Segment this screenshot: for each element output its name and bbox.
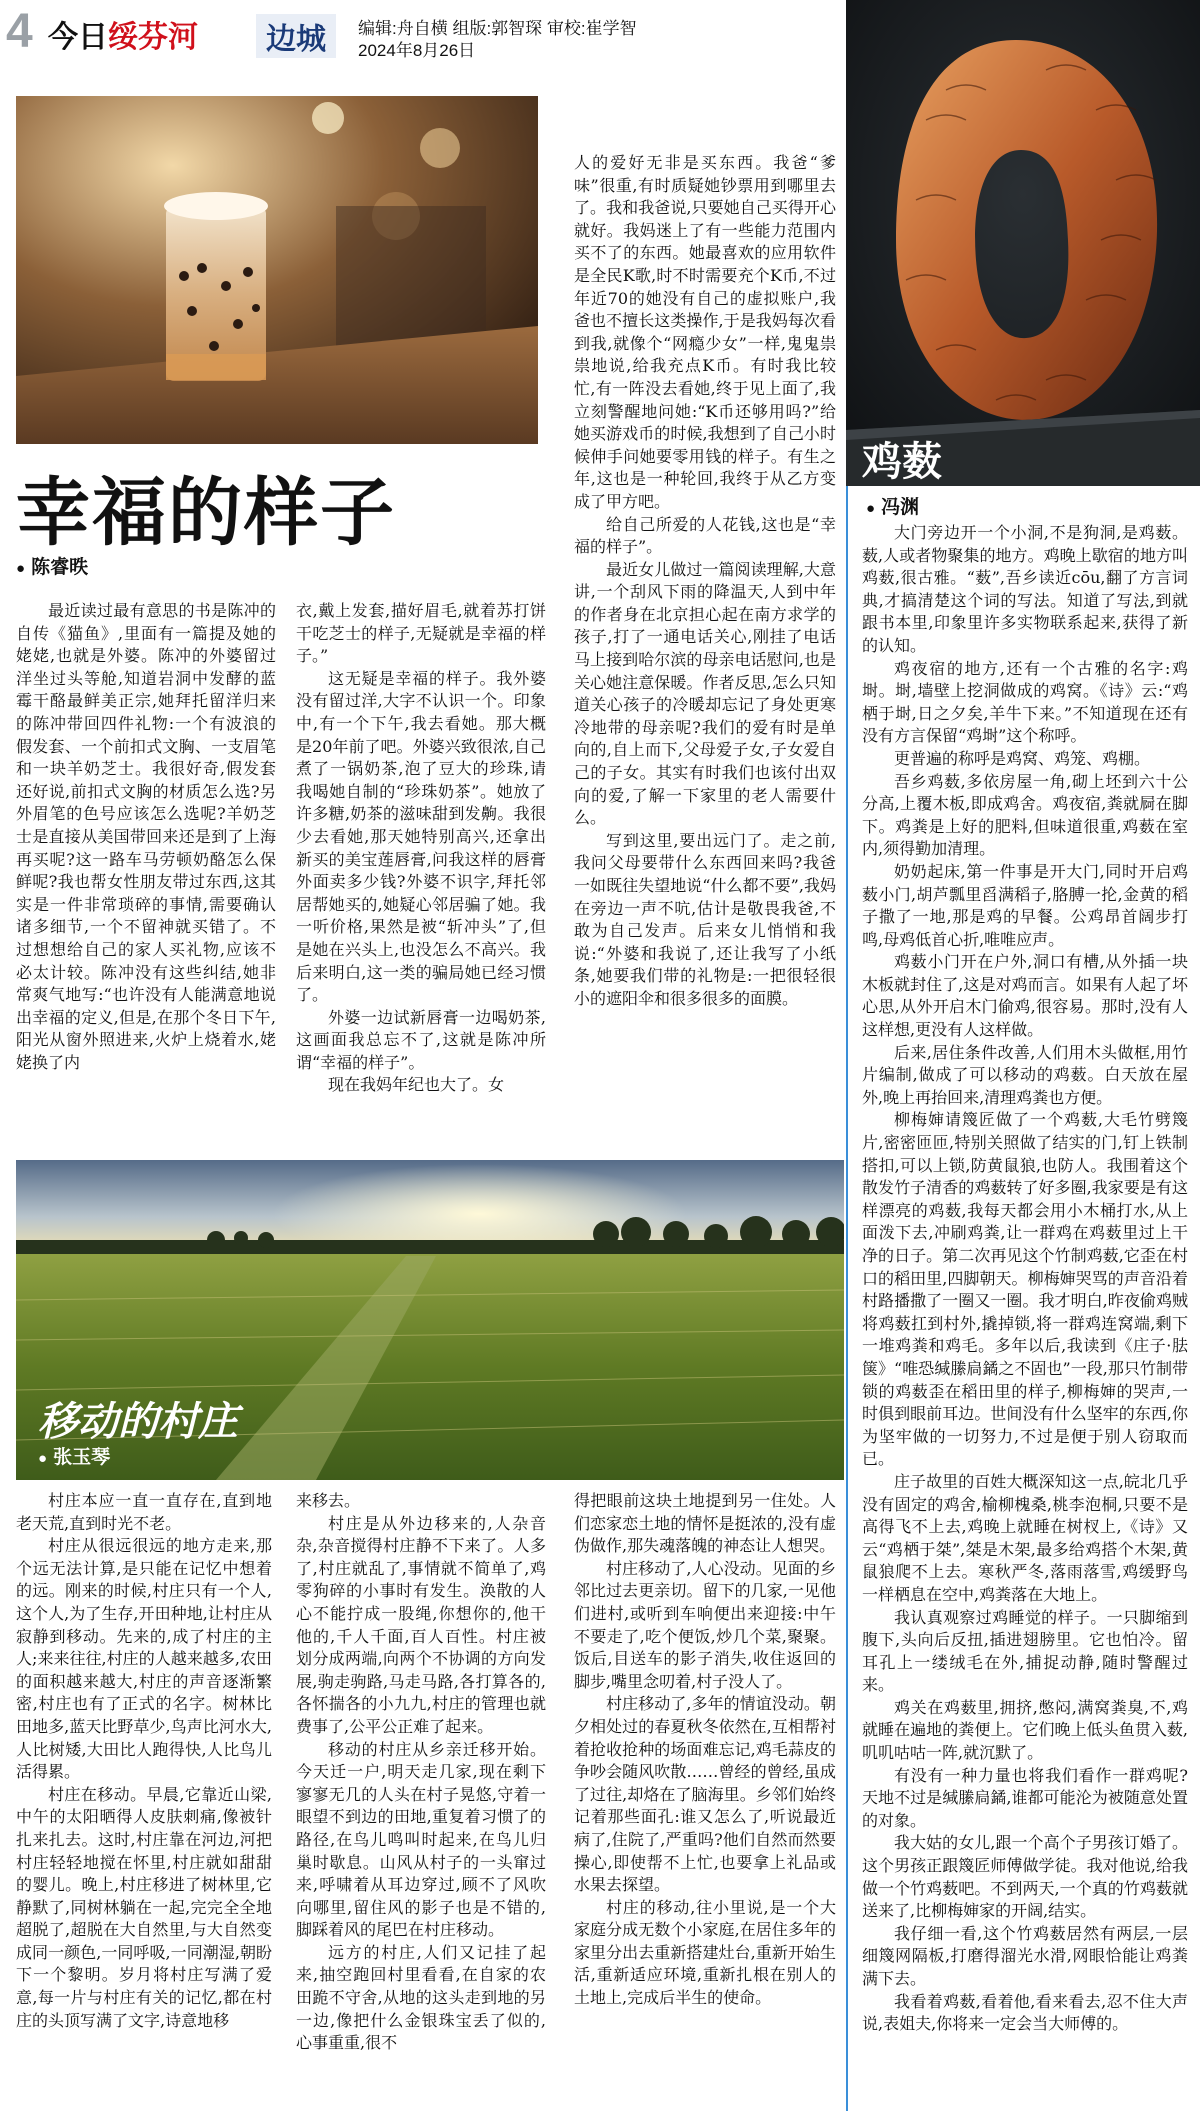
article1-column-1 [16,600,276,1120]
logo-part2: 绥芬河 [108,21,198,54]
paragraph: 鸡关在鸡薮里,拥挤,憋闷,满窝粪臭,不,鸡就睡在遍地的粪便上。它们晚上低头鱼贯入薮,叽叽咕咕一阵,就沉默了。 [862,1697,1188,1763]
credits: 编辑:舟自横 组版:郭智琛 审校:崔学智 [358,19,637,38]
article2-column-1 [16,1490,272,2106]
article3-byline [866,492,919,519]
paragraph: 村庄移动了,多年的情谊没动。朝夕相处过的春夏秋冬依然在,互相帮衬着抢收抢种的场面难忘记,鸡毛蒜皮的争吵会随风吹散……曾经的曾经,虽成了过往,却烙在了脑海里。乡邻们始终记着那些面孔:谁又怎么了,听说最近病了,住院了,严重吗?他们自然而然要操心,即使帮不上忙,也要拿上礼品或水果去探望。 [574,1694,836,1895]
paragraph: 最近读过最有意思的书是陈冲的自传《猫鱼》,里面有一篇提及她的姥姥,也就是外婆。陈冲的外婆留过洋坐过头等舱,知道岩洞中发酵的蓝霉干酪最鲜美正宗,她拜托留洋归来的陈冲带回四件礼物:一个有波浪的假发套、一个前扣式文胸、一支眉笔和一块羊奶芝士。我很好奇,假发套还好说,前扣式文胸的材质怎么选?另外眉笔的色号应该怎么选呢?羊奶芝士是直接从美国带回来还是到了上海再买呢?这一路车马劳顿奶酪怎么保鲜呢?我也帮女性朋友带过东西,这其实是一件非常琐碎的事情,需要确认诸多细节,一个不留神就买错了。不过想想给自己的家人买礼物,应该不必太计较。陈冲没有这些纠结,她非常爽气地写:“也许没有人能满意地说出幸福的定义,但是,在那个冬日下午,阳光从窗外照进来,火炉上烧着水,姥姥换了内 [16,601,276,1072]
paragraph: 鸡夜宿的地方,还有一个古雅的名字:鸡埘。埘,墙壁上挖洞做成的鸡窝。《诗》云:“鸡栖于埘,日之夕矣,羊牛下来。”不知道现在还有没有方言保留“鸡埘”这个称呼。 [862,658,1188,746]
paragraph: 现在我妈年纪也大了。女 [328,1075,505,1095]
section-name: 边城 [256,14,336,58]
paragraph: 我大姑的女儿,跟一个高个子男孩订婚了。这个男孩正跟篾匠师傅做学徒。我对他说,给我做一个竹鸡薮吧。不到两天,一个真的竹鸡薮就送来了,比柳梅婶家的开阔,结实。 [862,1833,1188,1921]
page-number: 4 [6,5,33,58]
paragraph: 衣,戴上发套,描好眉毛,就着苏打饼干吃芝士的样子,无疑就是幸福的样子。” [296,601,546,666]
paragraph: 吾乡鸡薮,多依房屋一角,砌上坯到六十公分高,上覆木板,即成鸡舍。鸡夜宿,粪就屙在脚下。鸡粪是上好的肥料,但味道很重,鸡薮在室内,须得勤加清理。 [862,771,1188,859]
paragraph: 鸡薮小门开在户外,洞口有槽,从外插一块木板就封住了,这是对鸡而言。如果有人起了坏心思,从外开启木门偷鸡,很容易。那时,没有人这样想,更没有人这样做。 [862,952,1188,1040]
article3-title: 鸡薮 [862,438,942,485]
paragraph: 最近女儿做过一篇阅读理解,大意讲,一个刮风下雨的降温天,人到中年的作者身在北京担心起在南方求学的孩子,打了一通电话关心,刚挂了电话马上接到哈尔滨的母亲电话慰问,也是关心她注意保暖。作者反思,怎么只知道关心孩子的冷暖却忘记了身处更寒冷地带的母亲呢?我们的爱有时是单向的,自上而下,父母爱子女,子女爱自己的子女。其实有时我们也该付出双向的爱,了解一下家里的老人需要什么。 [574,559,836,828]
article1-column-3 [574,152,836,1152]
article1-column-2 [296,600,546,1120]
bullet-icon: ● [866,500,876,517]
paragraph: 村庄移动了,人心没动。见面的乡邻比过去更亲切。留下的几家,一见他们进村,或听到车响便出来迎接:中午不要走了,吃个便饭,炒几个菜,聚聚。饭后,目送车的影子消失,收住返回的脚步,嘴里念叨着,村子没人了。 [574,1558,836,1691]
paragraph: 写到这里,要出远门了。走之前,我问父母要带什么东西回来吗?我爸一如既往失望地说“什么都不要”,我妈在旁边一声不吭,估计是敬畏我爸,不敢为自己发声。后来女儿悄悄和我说:“外婆和我说了,还让我写了小纸条,她要我们带的礼物是:一把很轻很小的遮阳伞和很多很多的面膜。 [574,830,836,1008]
paragraph: 村庄在移动。早晨,它靠近山梁,中午的太阳晒得人皮肤刺痛,像被针扎来扎去。这时,村庄靠在河边,河把村庄轻轻地搅在怀里,村庄就如甜甜的婴儿。晚上,村庄移进了树林里,它静默了,同树林躺在一起,完完全全地超脱了,超脱在大自然里,与大自然变成同一颜色,一同呼吸,一同潮湿,朝盼下一个黎明。岁月将村庄写满了爱意,每一片与村庄有关的记忆,都在村庄的头顶写满了文字,诗意地移 [16,1784,272,2030]
paragraph: 后来,居住条件改善,人们用木头做框,用竹片编制,做成了可以移动的鸡薮。白天放在屋外,晚上再抬回来,清理鸡粪也方便。 [862,1042,1188,1107]
logo-part1: 今日 [48,21,108,54]
article1-byline [16,552,88,579]
newspaper-logo [48,12,198,56]
article2-column-3 [574,1490,836,2106]
paragraph: 柳梅婶请篾匠做了一个鸡薮,大毛竹劈篾片,密密匝匝,特别关照做了结实的门,钉上铁制搭扣,可以上锁,防黄鼠狼,也防人。我围着这个散发竹子清香的鸡薮转了好多圈,我家要是有这样漂亮的鸡薮,我每天都会用小木桶打水,从上面泼下去,冲刷鸡粪,让一群鸡在鸡薮里过上干净的日子。第二次再见这个竹制鸡薮,它歪在村口的稻田里,四脚朝天。柳梅婶哭骂的声音沿着村路播撒了一圈又一圈。我才明白,昨夜偷鸡贼将鸡薮扛到村外,撬掉锁,将一群鸡连窝端,剩下一堆鸡粪和鸡毛。多年以后,我读到《庄子·胠箧》“唯恐缄縢扃鐍之不固也”一段,那只竹制带锁的鸡薮歪在稻田里的样子,柳梅婶的哭声,一时俱到眼前耳边。世间没有什么坚牢的东西,你为坚牢做的一切努力,不过是便于别人窃取而已。 [862,1110,1188,1469]
paragraph: 大门旁边开一个小洞,不是狗洞,是鸡薮。薮,人或者物聚集的地方。鸡晚上歇宿的地方叫鸡薮,很古雅。“薮”,吾乡读近cōu,翻了方言词典,才搞清楚这个词的写法。知道了写法,到就跟书本里,印象里许多实物联系起来,获得了新的认知。 [862,523,1188,655]
paragraph: 我仔细一看,这个竹鸡薮居然有两层,一层细篾网隔板,打磨得溜光水滑,网眼恰能让鸡粪满下去。 [862,1923,1188,1988]
paragraph: 我看着鸡薮,看着他,看来看去,忍不住大声说,表姐夫,你将来一定会当大师傅的。 [862,1991,1188,2034]
article1-author: 陈睿昳 [31,557,89,578]
article2-author: 张玉琴 [53,1447,111,1468]
paragraph: 给自己所爱的人花钱,这也是“幸福的样子”。 [574,514,836,557]
paragraph: 庄子故里的百姓大概深知这一点,皖北几乎没有固定的鸡舍,榆柳槐桑,桃李泡桐,只要不是高得飞不上去,鸡晚上就睡在树杈上,《诗》又云“鸡栖于桀”,桀是木架,最多给鸡搭个木架,黄鼠狼爬不上去。寒秋严冬,落雨落雪,鸡缓野鸟一样栖息在空中,鸡粪落在大地上。 [862,1471,1188,1604]
nest-sculpture-image [846,0,1200,486]
paragraph: 远方的村庄,人们又记挂了起来,抽空跑回村里看看,在自家的农田跪不守舍,从地的这头走到地的另一边,像把什么金银珠宝丢了似的,心事重重,很不 [296,1942,546,2053]
paragraph: 村庄是从外边移来的,人杂音杂,杂音搅得村庄静不下来了。人多了,村庄就乱了,事情就不简单了,鸡零狗碎的小事时有发生。涣散的人心不能拧成一股绳,你想你的,他干他的,千人千面,百人百性。村庄被划分成两端,向两个不协调的方向发展,驹走驹路,马走马路,各打算各的,各怀揣各的小九九,村庄的管理也就费事了,公平公正难了起来。 [296,1513,546,1736]
issue-date: 2024年8月26日 [358,41,476,60]
paragraph: 有没有一种力量也将我们看作一群鸡呢?天地不过是缄縢扃鐍,谁都可能沦为被随意处置的对象。 [862,1765,1188,1830]
paragraph: 我认真观察过鸡睡觉的样子。一只脚缩到腹下,头向后反扭,插进翅膀里。它也怕冷。留耳孔上一缕绒毛在外,捕捉动静,随时警醒过来。 [862,1607,1188,1695]
bullet-icon: ● [38,1450,48,1467]
article2-column-2 [296,1490,546,2106]
photo-nest-sculpture [846,0,1200,486]
header-meta [358,18,637,62]
paragraph: 移动的村庄从乡亲迁移开始。今天迁一户,明天走几家,现在剩下寥寥无几的人头在村子晃悠,守着一眼望不到边的田地,重复着习惯了的路径,在鸟儿鸣叫时起来,在鸟儿归巢时歇息。山风从村子的一头窜过来,呼啸着从耳边穿过,顾不了风吹向哪里,留住风的影子也是不错的,脚踩着风的尾巴在村庄移动。 [296,1739,546,1940]
bubble-tea-image [16,96,538,444]
paragraph: 奶奶起床,第一件事是开大门,同时开启鸡薮小门,胡芦瓢里舀满稻子,胳膊一抡,金黄的稻子撒了一地,那是鸡的早餐。公鸡昂首阔步打鸣,母鸡低首心折,唯唯应声。 [862,861,1188,949]
article2-title: 移动的村庄 [38,1398,238,1445]
paragraph: 得把眼前这块土地提到另一住处。人们恋家恋土地的情怀是挺浓的,没有虚伪做作,那失魂落魄的神态让人想哭。 [574,1491,836,1556]
paragraph: 村庄的移动,往小里说,是一个大家庭分成无数个小家庭,在居住多年的家里分出去重新搭建灶台,重新开始生活,重新适应环境,重新扎根在别人的土地上,完成后半生的使命。 [574,1897,836,2008]
paragraph: 这无疑是幸福的样子。我外婆没有留过洋,大字不认识一个。印象中,有一个下午,我去看她。那大概是20年前了吧。外婆兴致很浓,自己煮了一锅奶茶,泡了豆大的珍珠,请我喝她自制的“珍珠奶茶”。她放了许多糖,奶茶的滋味甜到发齁。我很少去看她,那天她特别高兴,还拿出新买的美宝莲唇膏,问我这样的唇膏外面卖多少钱?外婆不识字,拜托邻居帮她买的,她疑心邻居骗了她。我一听价格,果然是被“斩冲头”了,但是她在兴头上,也没怎么不高兴。我后来明白,这一类的骗局她已经习惯了。 [296,668,546,1005]
paragraph: 更普遍的称呼是鸡窝、鸡笼、鸡棚。 [894,748,1151,768]
paragraph: 村庄从很远很远的地方走来,那个远无法计算,是只能在记忆中想着的远。刚来的时候,村庄只有一个人,这个人,为了生存,开田种地,让村庄从寂静到移动。先来的,成了村庄的主人;来来往往,村庄的人越来越多,农田的面积越来越大,村庄的声音逐渐繁密,村庄也有了正式的名字。树林比田地多,蓝天比野草少,鸟声比河水大,人比树矮,大田比人跑得快,人比鸟儿活得累。 [16,1536,272,1782]
photo-bubble-tea [16,96,538,444]
bullet-icon: ● [16,560,26,577]
paragraph: 来移去。 [296,1491,361,1510]
paragraph: 人的爱好无非是买东西。我爸“爹味”很重,有时质疑她钞票用到哪里去了。我和我爸说,只要她自己买得开心就好。我妈迷上了有一些能力范围内买不了的东西。她最喜欢的应用软件是全民K歌,时不时需要充个K币,不过年近70的她没有自己的虚拟账户,我爸也不擅长这类操作,于是我妈每次看到我,就像个“网瘾少女”一样,鬼鬼祟祟地说,给我充点K币。有时我比较忙,有一阵没去看她,终于见上面了,我立刻警醒地问她:“K币还够用吗?”给她买游戏币的时候,我想到了自己小时候伸手问她要零用钱的样子。有生之年,这也是一种轮回,我终于从乙方变成了甲方吧。 [574,153,836,511]
article2-byline [38,1442,110,1469]
article3-author: 冯渊 [881,497,920,518]
paragraph: 村庄本应一直一直存在,直到地老天荒,直到时光不老。 [16,1491,272,1533]
paragraph: 外婆一边试新唇膏一边喝奶茶,这画面我总忘不了,这就是陈冲所谓“幸福的样子”。 [296,1007,546,1072]
article3-column [862,522,1188,2106]
article1-title: 幸福的样子 [16,470,396,556]
